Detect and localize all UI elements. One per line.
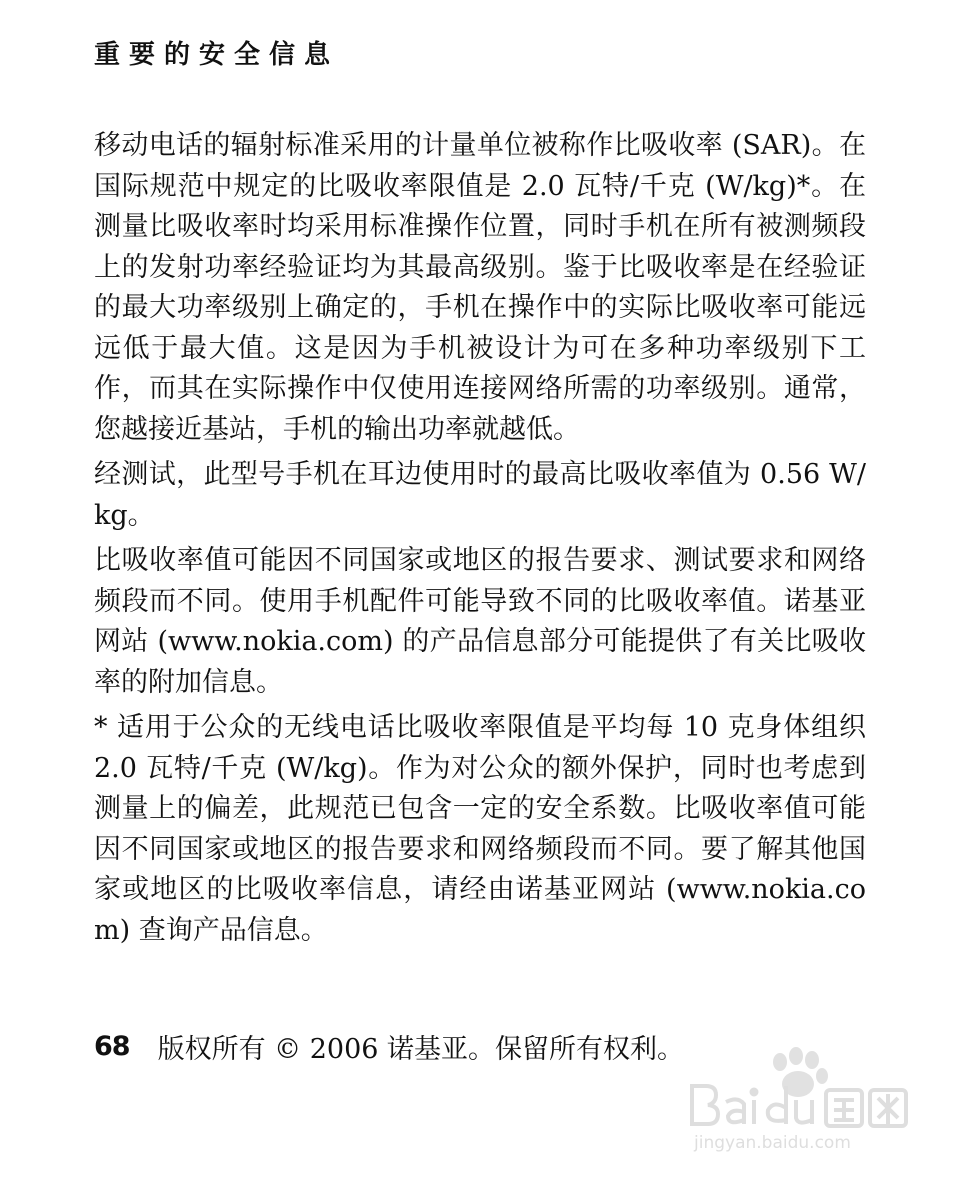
copyright-notice: 版权所有 © 2006 诺基亚。保留所有权利。 bbox=[157, 1033, 685, 1065]
paragraph-footnote: * 适用于公众的无线电话比吸收率限值是平均每 10 克身体组织 2.0 瓦特/千克 (W/kg)。作为对公众的额外保护，同时也考虑到测量上的偏差，此规范已包含一定的安全系数。比吸收率值可能因不同国家或地区的报告要求和网络频段而不同。要了解其他国家或地区的比吸收率信息，请经由诺基亚网站 (www.nokia.com) 查询产品信息。 bbox=[94, 712, 866, 946]
section-title: 重要的安全信息 bbox=[94, 40, 340, 70]
paw-icon bbox=[773, 1047, 828, 1097]
paragraph-test-result: 经测试，此型号手机在耳边使用时的最高比吸收率值为 0.56 W/kg。 bbox=[94, 459, 866, 531]
page-number: 68 bbox=[94, 1030, 130, 1062]
page-footer bbox=[94, 1026, 684, 1066]
watermark-logo bbox=[686, 1046, 916, 1156]
body-text bbox=[94, 126, 866, 956]
paragraph-sar-intro: 移动电话的辐射标准采用的计量单位被称作比吸收率 (SAR)。在国际规范中规定的比吸收率限值是 2.0 瓦特/千克 (W/kg)*。在测量比吸收率时均采用标准操作位置，同时手机在所有被测频段上的发射功率经验证均为其最高级别。鉴于比吸收率是在经验证的最大功率级别上确定的，手机在操作中的实际比吸收率可能远远低于最大值。这是因为手机被设计为可在多种功率级别下工作，而其在实际操作中仅使用连接网络所需的功率级别。通常，您越接近基站，手机的输出功率就越低。 bbox=[94, 130, 866, 445]
paragraph-sar-variation: 比吸收率值可能因不同国家或地区的报告要求、测试要求和网络频段而不同。使用手机配件可能导致不同的比吸收率值。诺基亚网站 (www.nokia.com) 的产品信息部分可能提供了有关比吸收率的附加信息。 bbox=[94, 545, 866, 698]
baidu-jingyan-watermark bbox=[686, 1046, 916, 1156]
watermark-url: jingyan.baidu.com bbox=[694, 1133, 851, 1153]
